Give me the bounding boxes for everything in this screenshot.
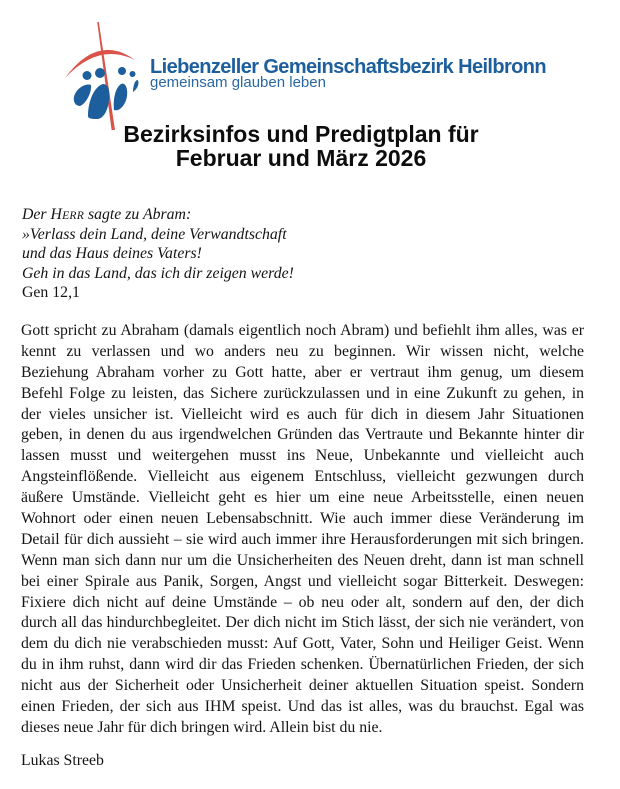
quote-lord-smallcaps: HERR: [50, 206, 84, 223]
page-title: [0, 122, 602, 170]
paragraph-line: durch all das hindurchbegleitet. Der dich nicht im Stich lässt, der sich nie verändert, von: [21, 614, 584, 632]
organization-name: Liebenzeller Gemeinschaftsbezirk Heilbronn: [150, 56, 547, 78]
paragraph-line: Detail für dich aussieht – sie wird auch immer ihre Herausforderungen mit sich bringen.: [21, 530, 584, 548]
paragraph-line: Angsteinflößende. Vielleicht aus eigenem Entschluss, vielleicht gezwungen durch: [21, 468, 584, 486]
paragraph-line: Wohnort oder einen neuen Lebensabschnitt. Wie auch immer diese Veränderung im: [21, 510, 584, 528]
logo-body-3: [114, 84, 127, 111]
quote-reference: Gen 12,1: [22, 284, 80, 301]
paragraph-line: Gott spricht zu Abraham (damals eigentlich noch Abram) und befiehlt ihm alles, was er: [21, 322, 584, 339]
paragraph-line: dem du dich nie verabschieden musst: Auf Gott, Vater, Sohn und Heiliger Geist. Wenn: [21, 635, 584, 653]
quote-line: »Verlass dein Land, deine Verwandtschaft: [22, 225, 287, 243]
paragraph-line: bei einer Spirale aus Panik, Sorgen, Angst und vielleicht sogar Bitterkeit. Deswegen:: [21, 572, 584, 590]
title-line-2: Februar und März 2026: [175, 145, 427, 171]
quote-line: Geh in das Land, das ich dir zeigen werde!: [22, 264, 294, 282]
quote-line: und das Haus deines Vaters!: [22, 245, 202, 262]
paragraph-line: geben, in denen du aus irgendwelchen Gründen das Vertraute und Bekannte hinter dir: [21, 426, 584, 444]
paragraph-line: der vieles unsicher ist. Vielleicht wird es auch für dich in diesem Jahr Situationen: [21, 405, 584, 423]
logo-body-4: [133, 80, 138, 92]
logo-head-4: [130, 71, 136, 77]
paragraph-line: Befehl Folge zu leisten, das Sichere zurückzulassen und in eine Zukunft zu gehen, in: [21, 384, 584, 402]
logo-head-1: [83, 71, 92, 80]
paragraph-line: nicht aus der Sicherheit oder Unsicherheit deiner aktuellen Situation speist. Sondern: [21, 677, 584, 695]
paragraph-line: einen Frieden, der sich aus IHM speist. Und das ist alles, was du brauchst. Egal was: [21, 698, 584, 716]
paragraph-line: du in ihm ruhst, dann wird dir das Frieden schenken. Übernatürlichen Frieden, der sich: [21, 656, 584, 674]
logo-head-2: [95, 68, 105, 78]
devotional-paragraph: [21, 321, 584, 739]
paragraph-line: dieses neue Jahr für dich bringen wird. Allein bist du nie.: [21, 718, 383, 736]
title-line-1: Bezirksinfos und Predigtplan für: [123, 121, 479, 147]
organization-tagline: gemeinsam glauben leben: [150, 74, 326, 91]
paragraph-line: Wenn man sich dann nur um die Unsicherheiten des Neuen dreht, dann ist man schnell: [21, 551, 584, 569]
quote-intro-line: [22, 205, 582, 225]
author-signature: Lukas Streeb: [21, 752, 104, 769]
quote-intro-before: Der: [22, 206, 51, 223]
paragraph-line: kennt zu verlassen und wo anders neu zu beginnen. Wir wissen nicht, welche: [21, 342, 584, 360]
cross-and-people-logo-icon: [55, 15, 145, 130]
quote-intro-after: sagte zu Abram:: [84, 206, 192, 223]
bible-quote: [22, 205, 582, 303]
paragraph-line: Fixiere dich nicht auf deine Umstände – ob neu oder alt, sondern auf den, der dich: [21, 593, 584, 611]
paragraph-line: Beziehung Abraham vorher zu Gott hatte, aber er vertraut ihm genug, um diesem: [21, 363, 584, 381]
logo-head-3: [118, 67, 126, 75]
logo-body-1: [74, 85, 91, 106]
paragraph-line: lassen musst und weitergehen musst ins Neue, Unbekannte und vielleicht auch: [21, 447, 584, 465]
logo-body-2: [88, 84, 109, 119]
paragraph-line: äußere Umstände. Vielleicht geht es hier um eine neue Arbeitsstelle, einen neuen: [21, 489, 584, 507]
